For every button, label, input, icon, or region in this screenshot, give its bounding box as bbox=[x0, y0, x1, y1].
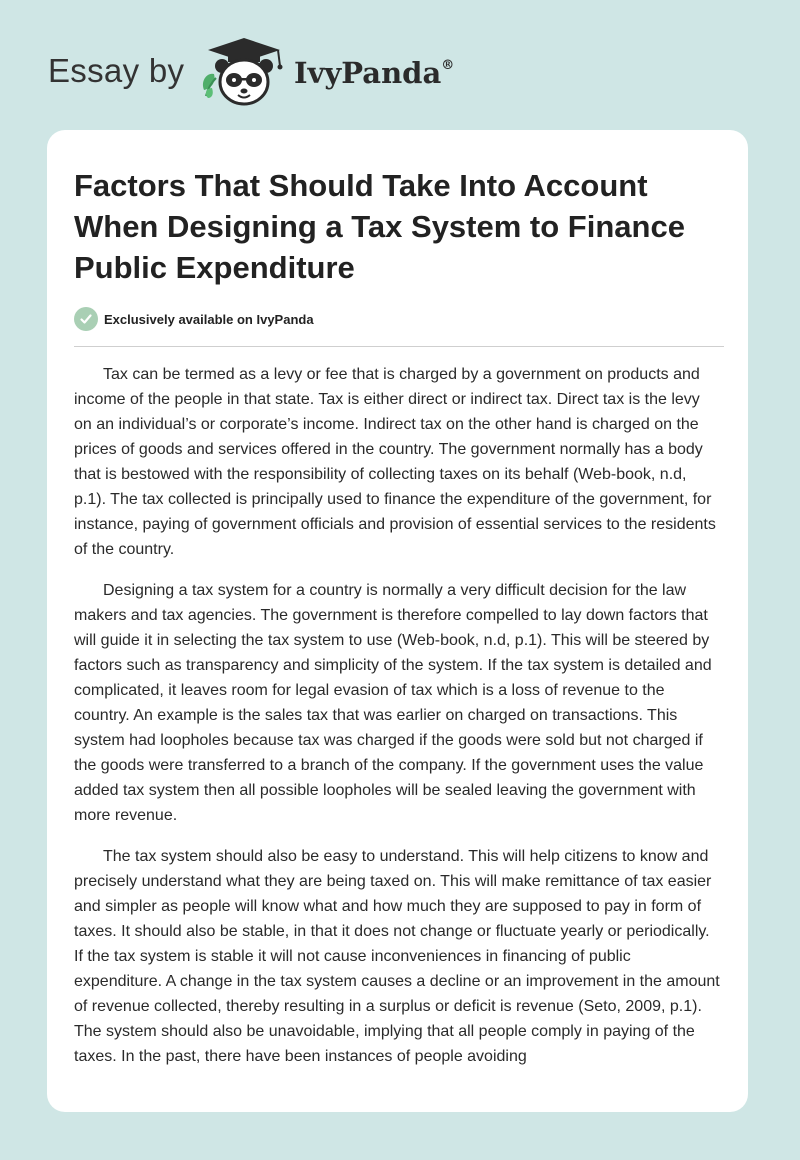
check-circle-icon bbox=[74, 307, 98, 331]
paragraph-3: The tax system should also be easy to understand. This will help citizens to know and precisely understand what they are being taxed on. This will make remittance of tax easier and simpler as people will know what and how much they are supposed to pay in form of taxes. It should also be stable, in that it does not change or fluctuate yearly or periodically. If the tax system is stable it will not cause inconveniences in financing of public expenditure. A change in the tax system causes a decline or an improvement in the amount of revenue collected, thereby resulting in a surplus or deficit is revenue (Seto, 2009, p.1). The system should also be unavoidable, implying that all people comply in paying of the taxes. In the past, there have been instances of people avoiding bbox=[74, 848, 720, 1065]
registered-mark: ® bbox=[441, 58, 455, 73]
site-header bbox=[0, 0, 800, 130]
essay-card bbox=[47, 130, 748, 1112]
paragraph-2: Designing a tax system for a country is normally a very difficult decision for the law makers and tax agencies. The government is therefore compelled to lay down factors that will guide it in selecting the tax system to use (Web-book, n.d, p.1). This will be steered by factors such as transparency and simplicity of the system. If the tax system is detailed and complicated, it leaves room for legal evasion of tax which is a loss of revenue to the country. An example is the sales tax that was earlier on charged on transactions. This system had loopholes because tax was charged if the goods were sold but not charged if the goods were transferred to a branch of the company. If the government uses the value added tax system then all possible loopholes will be sealed leaving the government with more revenue. bbox=[74, 582, 712, 824]
panda-graduate-icon bbox=[198, 36, 290, 108]
exclusive-label: Exclusively available on IvyPanda bbox=[104, 311, 314, 327]
divider bbox=[74, 346, 724, 347]
exclusive-badge bbox=[74, 306, 314, 332]
essay-by-label: Essay by bbox=[48, 52, 185, 89]
brand-logo-text[interactable] bbox=[294, 56, 454, 90]
paragraph-1: Tax can be termed as a levy or fee that is charged by a government on products and income of the people in that state. Tax is either direct or indirect tax. Direct tax is the levy on an individual’s or corporate’s income. Indirect tax on the other hand is charged on the prices of goods and services offered in the country. The government normally has a body that is bestowed with the responsibility of collecting taxes on its behalf (Web-book, n.d, p.1). The tax collected is principally used to finance the expenditure of the government, for instance, paying of government officials and provision of essential services to the residents of the country. bbox=[74, 366, 716, 558]
page-title: Factors That Should Take Into Account When Designing a Tax System to Finance Public Expenditure bbox=[74, 168, 685, 285]
brand-name: IvyPanda bbox=[294, 56, 442, 90]
essay-body bbox=[74, 362, 722, 1085]
